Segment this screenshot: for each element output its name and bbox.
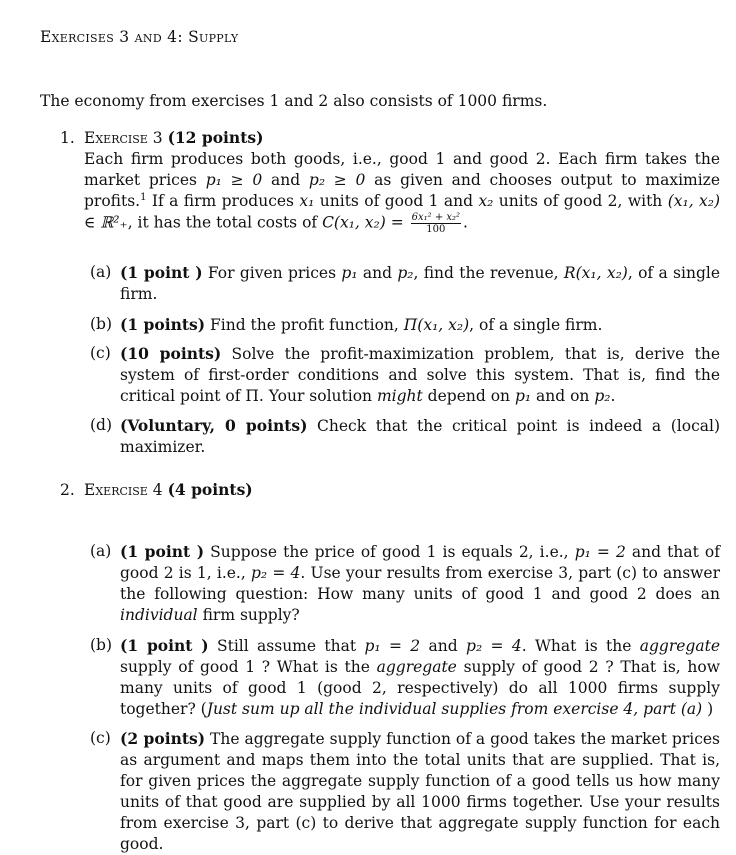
exercise-4-heading: 2. Exercise 4 (4 points)	[60, 480, 253, 499]
exercise-4-item-c: (c) (2 points) The aggregate supply function of a good takes the market prices as argument and maps them into the total units that are supplied. That is, for given prices the aggregate supply function of a good tells us how many units of that good are supplied by all 1000 firms together. Use your results from exercise 3, part (c) to derive that aggregate supply function for each good.	[90, 729, 720, 853]
exercise-3-heading: 1. Exercise 3 (12 points)	[60, 128, 264, 147]
exercise-3-item-d: (d) (Voluntary, 0 points) Check that the critical point is indeed a (local) maximizer.	[90, 416, 721, 456]
exercise-3-item-a: (a) (1 point ) For given prices p₁ and p₂, find the revenue, R(x₁, x₂), of a single firm.	[90, 263, 721, 303]
section-title: Exercises 3 and 4: Supply	[40, 28, 239, 46]
exercise-3-item-c: (c) (10 points) Solve the profit-maximization problem, that is, derive the system of first-order conditions and solve this system. That is, find the critical point of Π. Your solution might depend on p₁ and on p₂.	[90, 344, 720, 405]
intro-paragraph: The economy from exercises 1 and 2 also consists of 1000 firms.	[40, 92, 548, 110]
exercise-4-item-a: (a) (1 point ) Suppose the price of good 1 is equals 2, i.e., p₁ = 2 and that of good 2 is 1, i.e., p₂ = 4. Use your results from exercise 3, part (c) to answer the following question: How many units of good 1 and good 2 does an individual firm supply?	[90, 542, 721, 624]
exercise-3-item-b: (b) (1 points) Find the profit function, Π(x₁, x₂), of a single firm.	[90, 315, 603, 334]
exercise-4-item-b: (b) (1 point ) Still assume that p₁ = 2 and p₂ = 4. What is the aggregate supply of good 1 ? What is the aggregate supply of good 2 ? That is, how many units of good 1 (good 2, respectively) do all 1000 firms supply together? (Just sum up all the individual supplies from exercise 4, part (a) )	[90, 636, 721, 718]
footnote-mark: 1	[140, 191, 147, 203]
cost-fraction: $\frac{\text{6x₁² + x₂²}}{100}$	[411, 212, 461, 235]
exercise-3-body: Each firm produces both goods, i.e., good 1 and good 2. Each firm takes the market prices p₁ ≥ 0 and p₂ ≥ 0 as given and chooses output to maximize profits.$^1$ If a firm produces x₁ units of good 1 and x₂ units of good 2, with (x₁, x₂) ∈ ℝ²₊, it has the total costs of C(x₁, x₂) = $\frac{\text{6x₁² + x₂²}}{100}$ .	[84, 150, 721, 235]
